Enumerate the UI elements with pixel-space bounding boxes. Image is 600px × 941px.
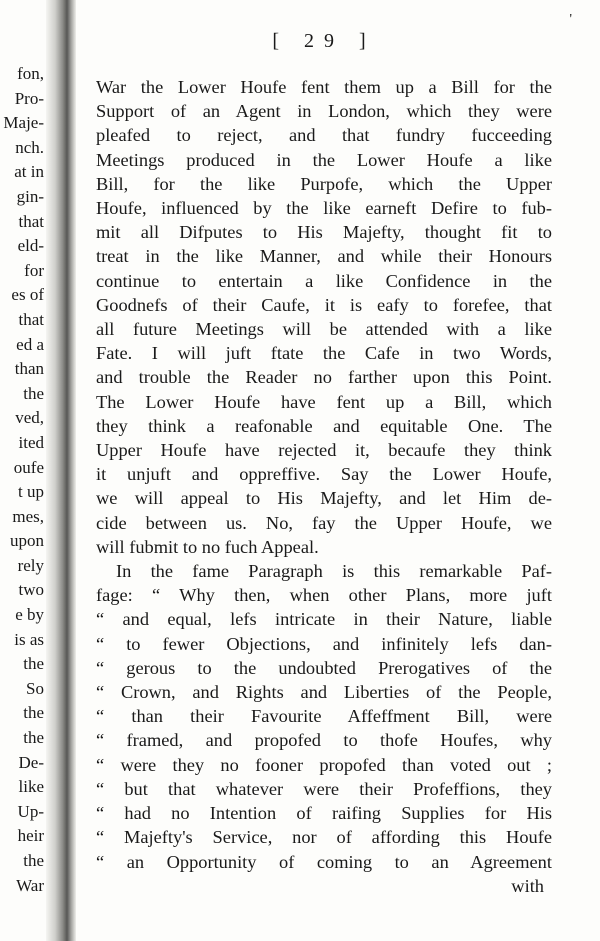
text-line: War the Lower Houfe fent them up a Bill for the: [96, 77, 552, 97]
facing-page-fragments: [0, 62, 44, 898]
corner-mark: ': [569, 12, 572, 27]
text-line: will fubmit to no fuch Appeal.: [96, 536, 319, 557]
margin-fragment: gin-: [16, 186, 44, 206]
margin-fragment: for: [24, 260, 44, 280]
margin-fragment: than: [14, 359, 44, 379]
text-line: “ but that whatever were their Profeffions, they: [96, 778, 552, 799]
text-line: all future Meetings will be attended with a like: [96, 319, 552, 340]
margin-fragment: that: [18, 309, 44, 329]
margin-fragment: the: [23, 728, 44, 748]
catchword: with: [511, 875, 544, 896]
margin-fragment: the: [23, 851, 44, 870]
margin-fragment: the: [23, 383, 44, 403]
margin-fragment: like: [18, 777, 44, 797]
text-line: it unjuft and oppreffive. Say the Lower Houfe,: [96, 464, 552, 485]
margin-fragment: es of: [11, 285, 44, 305]
text-line: Houfe, influenced by the like earneft Defire to fub-: [96, 198, 552, 219]
text-line: “ Crown, and Rights and Liberties of the People,: [96, 682, 552, 703]
text-line: cide between us. No, fay the Upper Houfe, we: [96, 512, 552, 533]
page-number: [ 29 ]: [272, 30, 376, 52]
text-line: Upper Houfe have rejected it, becaufe they think: [96, 440, 552, 461]
margin-fragment: t up: [18, 482, 44, 502]
text-line: “ gerous to the undoubted Prerogatives of the: [96, 657, 552, 678]
text-line: The Lower Houfe have fent up a Bill, which: [96, 391, 552, 412]
text-line: we will appeal to His Majefty, and let Him de-: [96, 488, 552, 509]
text-line: Fate. I will juft ftate the Cafe in two Words,: [96, 343, 552, 364]
margin-fragment: mes,: [12, 506, 44, 526]
text-line: “ and equal, lefs intricate in their Nature, liable: [96, 609, 552, 630]
text-line: “ to fewer Objections, and infinitely lefs dan-: [96, 633, 552, 654]
text-line: Goodnefs of their Caufe, it is eafy to forefee, that: [96, 294, 552, 315]
margin-fragment: the: [23, 703, 44, 723]
text-line: they think a reafonable and equitable One. The: [96, 415, 552, 436]
margin-fragment: War: [16, 875, 44, 895]
text-line: and trouble the Reader no farther upon this Point.: [96, 367, 552, 388]
margin-fragment: fon,: [17, 64, 44, 83]
paragraph-2: [96, 559, 552, 874]
margin-fragment: e by: [15, 605, 44, 625]
margin-fragment: heir: [17, 826, 44, 846]
text-line: Support of an Agent in London, which they were: [96, 101, 552, 122]
margin-fragment: So: [26, 678, 44, 698]
margin-fragment: Up-: [17, 801, 44, 821]
text-line: mit all Difputes to His Majefty, thought fit to: [96, 222, 552, 243]
text-line: treat in the like Manner, and while their Honours: [96, 246, 552, 267]
text-line: continue to entertain a like Confidence in the: [96, 270, 552, 291]
margin-fragment: at in: [14, 162, 44, 182]
book-gutter: [46, 0, 76, 941]
margin-fragment: the: [23, 654, 44, 674]
page-body: [96, 75, 552, 898]
margin-fragment: Maje-: [3, 113, 44, 133]
margin-fragment: ited: [18, 432, 44, 452]
margin-fragment: upon: [10, 531, 44, 551]
margin-fragment: ved,: [15, 408, 44, 428]
margin-fragment: that: [18, 211, 44, 231]
text-line: “ Majefty's Service, nor of affording this Houfe: [96, 827, 552, 848]
margin-fragment: De-: [18, 752, 44, 772]
text-line: pleafed to reject, and that fundry fucceeding: [96, 125, 552, 146]
text-line: “ were they no fooner propofed than voted out ;: [96, 754, 552, 775]
text-line: “ had no Intention of raifing Supplies for His: [96, 803, 552, 824]
text-line: fage: “ Why then, when other Plans, more juft: [96, 585, 552, 606]
margin-fragment: nch.: [15, 137, 44, 157]
text-line: “ framed, and propofed to thofe Houfes, why: [96, 730, 552, 751]
text-line: “ an Opportunity of coming to an Agreement: [96, 851, 552, 872]
margin-fragment: ed a: [16, 334, 44, 354]
margin-fragment: eld-: [17, 236, 44, 256]
text-line: In the fame Paragraph is this remarkable Paf-: [116, 561, 552, 582]
margin-fragment: two: [18, 580, 44, 600]
text-line: Meetings produced in the Lower Houfe a like: [96, 149, 552, 170]
paragraph-1: [96, 75, 552, 559]
margin-fragment: is as: [14, 629, 44, 649]
margin-fragment: Pro-: [14, 88, 44, 108]
text-line: “ than their Favourite Affeffment Bill, were: [96, 706, 552, 727]
text-line: Bill, for the like Purpofe, which the Upper: [96, 173, 552, 194]
margin-fragment: rely: [17, 555, 44, 575]
margin-fragment: oufe: [13, 457, 44, 477]
